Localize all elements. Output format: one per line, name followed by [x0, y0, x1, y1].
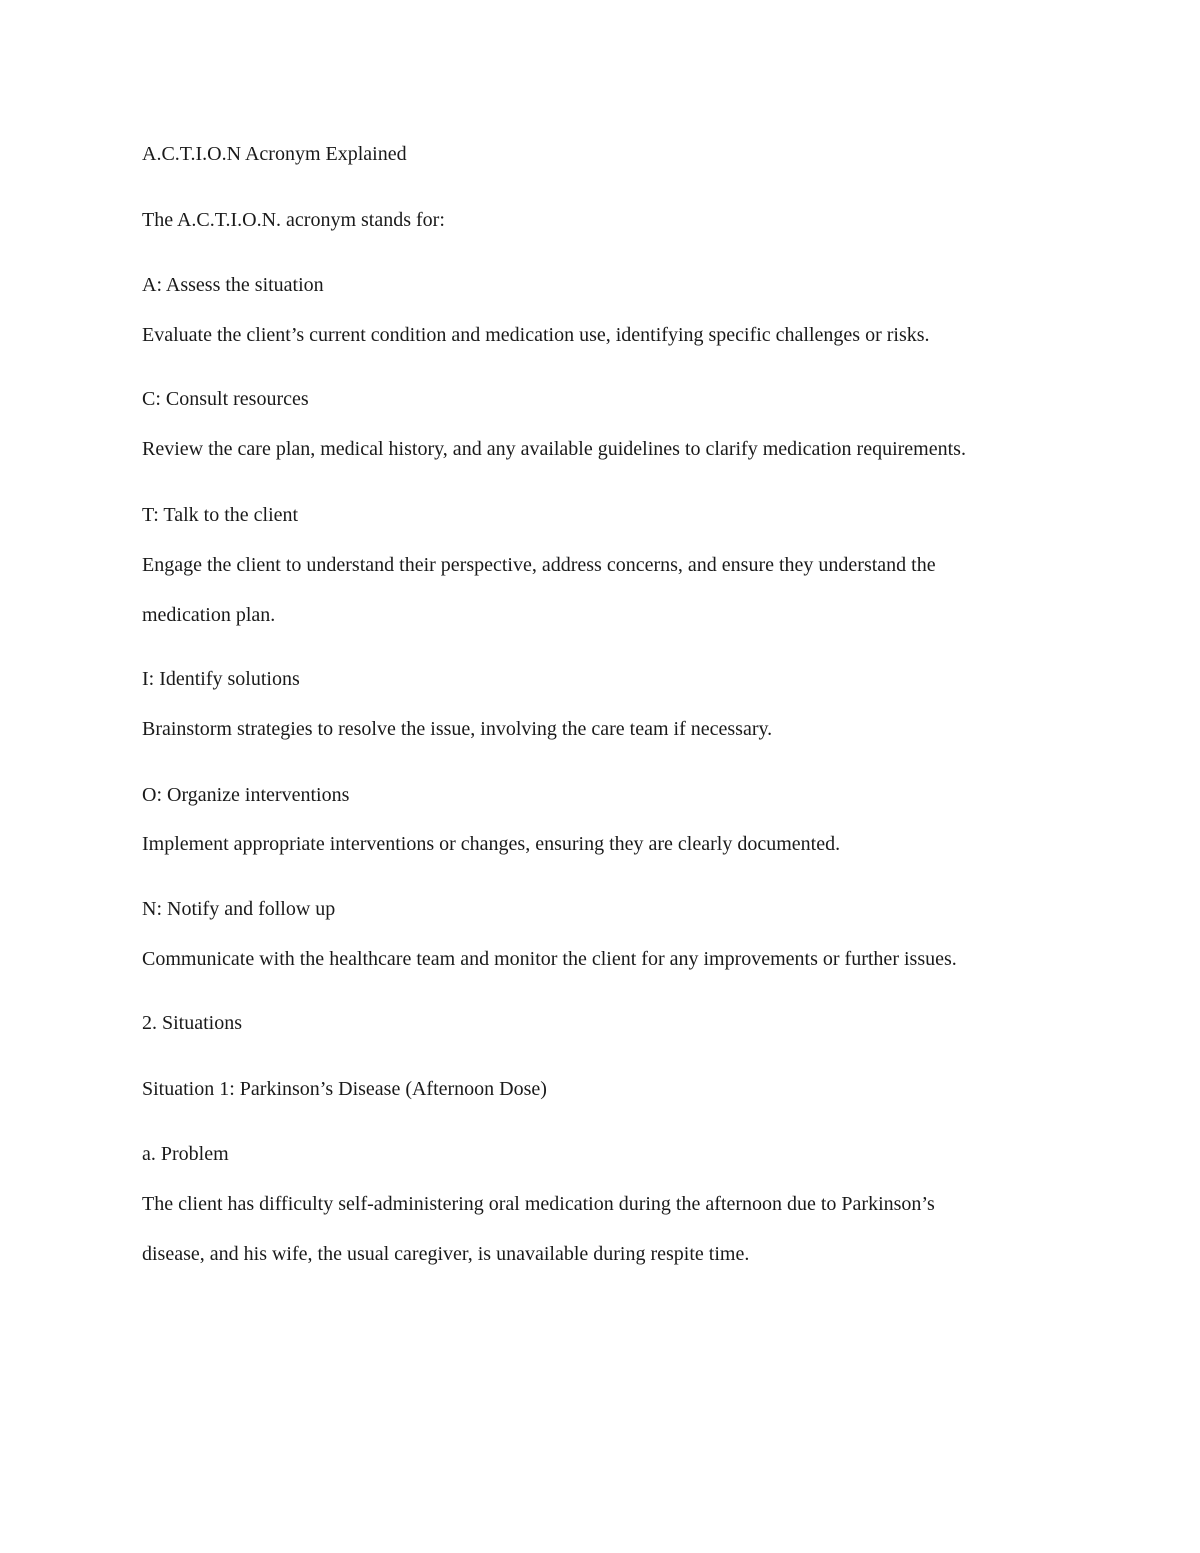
- step-heading-identify: I: Identify solutions: [142, 668, 300, 690]
- section-heading: 2. Situations: [142, 1012, 243, 1034]
- situation-subheading: a. Problem: [142, 1143, 229, 1165]
- step-text-identify: Brainstorm strategies to resolve the issue, involving the care team if necessary.: [142, 718, 773, 740]
- step-text-assess: Evaluate the client’s current condition and medication use, identifying specific challenges or risks.: [142, 324, 930, 346]
- situation-text-line-1: The client has difficulty self-administering oral medication during the afternoon due to Parkinson’s: [142, 1193, 935, 1215]
- step-text-talk-line-2: medication plan.: [142, 604, 276, 626]
- intro-text: The A.C.T.I.O.N. acronym stands for:: [142, 209, 445, 231]
- step-heading-consult: C: Consult resources: [142, 388, 309, 410]
- step-heading-organize: O: Organize interventions: [142, 784, 350, 806]
- step-text-notify: Communicate with the healthcare team and monitor the client for any improvements or further issues.: [142, 948, 957, 970]
- step-text-talk-line-1: Engage the client to understand their perspective, address concerns, and ensure they understand the: [142, 554, 936, 576]
- situation-title: Situation 1: Parkinson’s Disease (Afternoon Dose): [142, 1078, 547, 1100]
- step-text-consult: Review the care plan, medical history, and any available guidelines to clarify medication requirements.: [142, 438, 966, 460]
- step-text-organize: Implement appropriate interventions or changes, ensuring they are clearly documented.: [142, 833, 841, 855]
- document-title: A.C.T.I.O.N Acronym Explained: [142, 143, 407, 165]
- step-heading-talk: T: Talk to the client: [142, 504, 299, 526]
- step-heading-assess: A: Assess the situation: [142, 274, 324, 296]
- situation-text-line-2: disease, and his wife, the usual caregiver, is unavailable during respite time.: [142, 1243, 750, 1265]
- step-heading-notify: N: Notify and follow up: [142, 898, 336, 920]
